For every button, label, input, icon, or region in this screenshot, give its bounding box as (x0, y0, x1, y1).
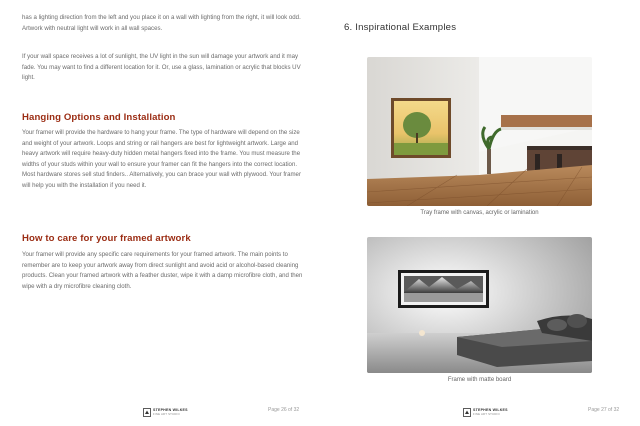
logo-tagline: FINE ART STUDIO (153, 412, 180, 416)
page-number: Page 27 of 32 (588, 407, 620, 413)
care-heading: How to care for your framed artwork (22, 233, 191, 244)
section-title: 6. Inspirational Examples (344, 22, 457, 33)
caption-tray-frame: Tray frame with canvas, acrylic or lamination (420, 210, 539, 216)
intro-paragraph-1: has a lighting direction from the left and you place it on a wall with lighting from the right, it will look odd. Artwork with neutral light will work in all wall spaces. (22, 14, 301, 32)
footer-logo (143, 406, 188, 418)
matte-frame-photo (367, 237, 592, 373)
page-number: Page 26 of 32 (268, 407, 300, 413)
brand-logo-icon (463, 408, 471, 417)
hanging-heading: Hanging Options and Installation (22, 112, 176, 123)
footer-logo (463, 406, 508, 418)
intro-paragraph-2: If your wall space receives a lot of sunlight, the UV light in the sun will damage your artwork and it may fade. You may want to find a different location for it. Or, use a glass, lamination or acrylic that blocks UV light. (22, 53, 301, 81)
tray-frame-photo (367, 57, 592, 206)
brand-logo-icon (143, 408, 151, 417)
caption-matte-frame: Frame with matte board (447, 377, 512, 383)
right-page (320, 0, 640, 426)
care-body: Your framer will provide any specific care requirements for your framed artwork. The main points to remember are to keep your artwork away from direct sunlight and avoid acid or alcohol-based cleaning products. Clean your framed artwork with a feather duster, wipe it with a damp microfibre cloth, and then wipe with a dry microfibre cleaning cloth. (22, 251, 303, 290)
logo-tagline: FINE ART STUDIO (473, 412, 500, 416)
hanging-body: Your framer will provide the hardware to hang your frame. The type of hardware will depend on the size and weight of your artwork. Loops and string or rail hangers are best for lightweight artwork. Large and heavy artwork will require heavy-duty hidden metal hangers fixed into the frame. You must measure the widths of your studs within your wall to ensure your framer can fit the hangers into the correct location. Most hardware stores sell stud finders.. Alternatively, you can brace your wall with plywood. Your framer will help you with the installation if you need it. (22, 129, 301, 189)
logo-name: STEPHEN WILKES (153, 408, 188, 412)
logo-name: STEPHEN WILKES (473, 408, 508, 412)
